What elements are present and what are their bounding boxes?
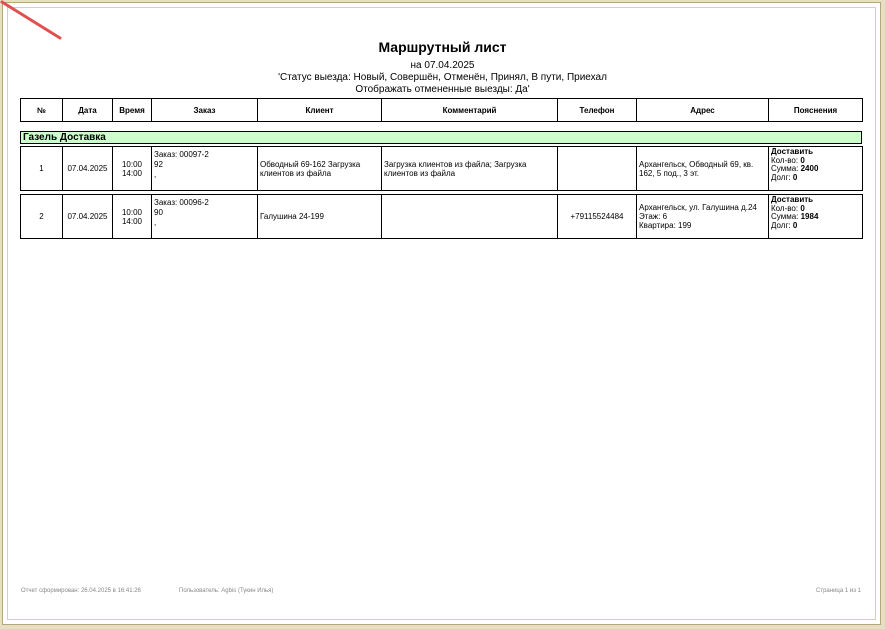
order-number: Заказ: 00097-2 (154, 150, 209, 159)
row-comment: Загрузка клиентов из файла; Загрузка клиентов из файла (382, 147, 558, 191)
table-row (21, 147, 863, 191)
report-date: на 07.04.2025 (410, 60, 475, 71)
report-page (2, 2, 881, 625)
qty-label: Кол-во: (771, 203, 799, 213)
row-number: 1 (21, 147, 63, 191)
report-status-filter: 'Статус выезда: Новый, Совершён, Отменён, Принял, В пути, Приехал (278, 72, 607, 83)
row-comment (382, 195, 558, 239)
row-table-2 (20, 194, 863, 239)
address-line: Архангельск, Обводный 69, кв. (639, 159, 754, 169)
note-action: Доставить (771, 147, 814, 156)
report-cancelled-filter: Отображать отмененные выезды: Да' (355, 84, 530, 95)
address-line: Квартира: 199 (639, 221, 692, 230)
address-line: 162, 5 под., 3 эт. (639, 168, 699, 178)
debt-value: 0 (792, 172, 798, 182)
order-code: 92 (154, 160, 163, 169)
row-number: 2 (21, 195, 63, 239)
address-line: Этаж: 6 (639, 212, 668, 221)
row-phone: +79115524484 (558, 195, 637, 239)
row-order (152, 195, 258, 239)
row-date: 07.04.2025 (63, 147, 113, 191)
footer-page: Страница 1 из 1 (816, 588, 861, 594)
column-header: Телефон (558, 99, 637, 122)
address-line: Архангельск, ул. Галушина д.24 (639, 203, 757, 212)
column-header: Дата (63, 99, 113, 122)
row-phone (558, 147, 637, 191)
header-row (21, 99, 863, 122)
row-date: 07.04.2025 (63, 195, 113, 239)
debt-value: 0 (792, 220, 798, 230)
row-notes (769, 195, 863, 239)
row-address (637, 147, 769, 191)
order-number: Заказ: 00096-2 (154, 198, 209, 207)
sum-value: 1984 (800, 212, 819, 221)
note-action: Доставить (771, 195, 814, 204)
row-client: Галушина 24-199 (258, 195, 382, 239)
header-table (20, 98, 863, 122)
debt-label: Долг: (771, 220, 791, 230)
sum-value: 2400 (800, 164, 819, 173)
qty-value: 0 (800, 203, 805, 213)
column-header: Адрес (637, 99, 769, 122)
order-extra: , (154, 218, 157, 227)
qty-value: 0 (800, 155, 805, 165)
row-time (113, 147, 152, 191)
column-header: Время (113, 99, 152, 122)
footer-user: Пользователь: Agbis (Тукин Илья) (179, 588, 274, 594)
time-to: 14:00 (121, 168, 143, 178)
row-address (637, 195, 769, 239)
column-header: Клиент (258, 99, 382, 122)
group-header: Газель Доставка (20, 131, 862, 144)
column-header: Комментарий (382, 99, 558, 122)
row-notes (769, 147, 863, 191)
time-to: 14:00 (121, 216, 143, 226)
qty-label: Кол-во: (771, 155, 799, 165)
column-header: Пояснения (769, 99, 863, 122)
sum-label: Сумма: (771, 212, 799, 221)
order-extra: , (154, 170, 157, 179)
report-title: Маршрутный лист (378, 39, 507, 55)
row-time (113, 195, 152, 239)
row-table-1 (20, 146, 863, 191)
row-client: Обводный 69-162 Загрузка клиентов из файла (258, 147, 382, 191)
time-from: 10:00 (121, 159, 143, 169)
column-header: № (21, 99, 63, 122)
column-header: Заказ (152, 99, 258, 122)
order-code: 90 (154, 208, 163, 217)
table-row (21, 195, 863, 239)
time-from: 10:00 (121, 207, 143, 217)
debt-label: Долг: (771, 172, 791, 182)
row-order (152, 147, 258, 191)
sum-label: Сумма: (771, 164, 799, 173)
footer-generated: Отчет сформирован: 26.04.2025 в 16:41:26 (21, 588, 141, 594)
